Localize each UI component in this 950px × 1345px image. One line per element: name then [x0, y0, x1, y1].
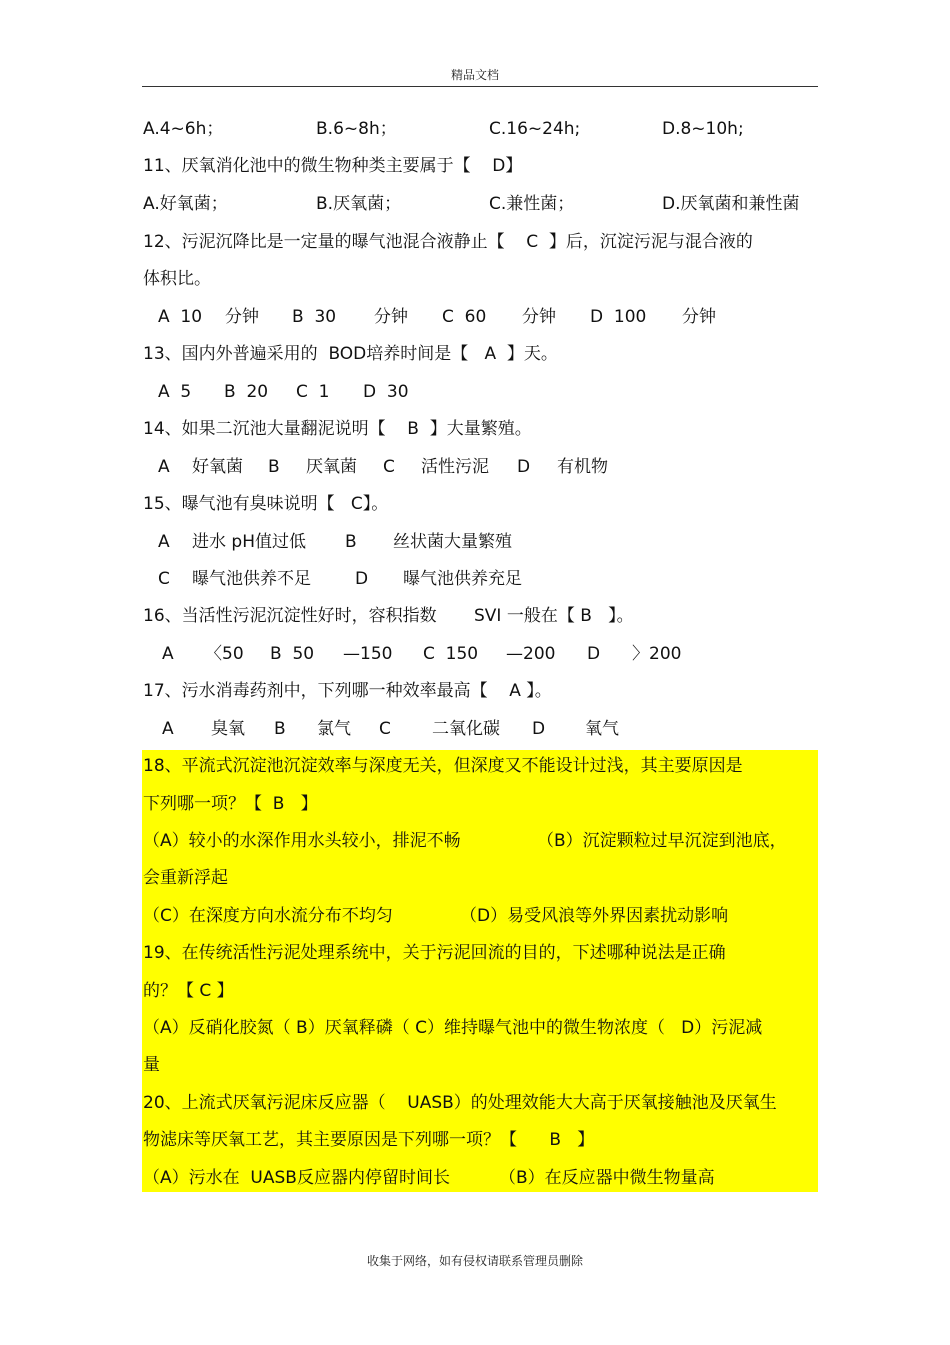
text-segment: B 50 — [270, 644, 315, 664]
text-segment: A — [162, 644, 174, 664]
text-segment: 丝状菌大量繁殖 — [393, 532, 512, 552]
text-segment: A 5 — [158, 382, 192, 402]
text-line — [0, 641, 950, 667]
text-segment: 12、污泥沉降比是一定量的曝气池混合液静止【 C 】后，沉淀污泥与混合液的 — [143, 232, 753, 252]
text-segment: 臭氧 — [211, 719, 245, 739]
text-segment: SVI 一般在【 B 】。 — [474, 606, 634, 626]
text-segment: B — [268, 457, 280, 477]
text-segment: 11、厌氧消化池中的微生物种类主要属于【 D】 — [143, 156, 523, 176]
text-segment: —200 — [506, 644, 556, 664]
text-segment: B.厌氧菌； — [316, 194, 402, 214]
text-segment: —150 — [343, 644, 393, 664]
text-segment: 会重新浮起 — [143, 868, 228, 888]
header-divider — [142, 86, 818, 87]
text-line — [0, 716, 950, 742]
text-line — [0, 1165, 950, 1191]
text-line — [0, 529, 950, 555]
text-segment: B 20 — [224, 382, 269, 402]
text-segment: （D）易受风浪等外界因素扰动影响 — [460, 906, 729, 926]
page-header: 精品文档 — [450, 68, 499, 82]
text-line — [0, 454, 950, 480]
text-line — [0, 828, 950, 854]
text-segment: （B）在反应器中微生物量高 — [499, 1168, 715, 1188]
text-line — [0, 1015, 950, 1041]
text-line — [0, 341, 950, 367]
text-segment: 氯气 — [317, 719, 351, 739]
text-segment: A — [158, 457, 170, 477]
text-segment: 18、平流式沉淀池沉淀效率与深度无关，但深度又不能设计过浅，其主要原因是 — [143, 756, 743, 776]
text-segment: 进水 pH值过低 — [192, 532, 306, 552]
text-segment: C 150 — [423, 644, 479, 664]
text-segment: B 30 — [292, 307, 337, 327]
text-segment: B — [345, 532, 357, 552]
text-segment: D.8~10h; — [662, 119, 744, 139]
text-segment: 曝气池供养不足 — [192, 569, 311, 589]
text-line — [0, 678, 950, 704]
text-segment: （A）反硝化胶氮（ B）厌氧释磷（ C）维持曝气池中的微生物浓度（ D）污泥减 — [143, 1018, 763, 1038]
text-segment: 17、污水消毒药剂中，下列哪一种效率最高【 A 】。 — [143, 681, 552, 701]
text-line — [0, 603, 950, 629]
text-segment: 二氧化碳 — [432, 719, 500, 739]
text-segment: C 60 — [442, 307, 487, 327]
text-segment: D — [587, 644, 601, 664]
text-segment: 有机物 — [557, 457, 608, 477]
text-segment: 体积比。 — [143, 269, 211, 289]
text-segment: 分钟 — [682, 307, 716, 327]
text-segment: 20、上流式厌氧污泥床反应器（ UASB）的处理效能大大高于厌氧接触池及厌氧生 — [143, 1093, 777, 1113]
text-segment: D — [355, 569, 369, 589]
text-segment: 16、当活性污泥沉淀性好时，容积指数 — [143, 606, 437, 626]
text-line — [0, 978, 950, 1004]
text-segment: C 1 — [296, 382, 330, 402]
text-line — [0, 116, 950, 142]
text-segment: B.6~8h； — [316, 119, 397, 139]
text-segment: （A）污水在 UASB反应器内停留时间长 — [143, 1168, 450, 1188]
text-line — [0, 266, 950, 292]
text-segment: 的？【 C 】 — [143, 981, 234, 1001]
page-footer: 收集于网络，如有侵权请联系管理员删除 — [366, 1254, 583, 1268]
text-line — [0, 940, 950, 966]
text-segment: 15、曝气池有臭味说明【 C】。 — [143, 494, 389, 514]
text-segment: 19、在传统活性污泥处理系统中，关于污泥回流的目的，下述哪种说法是正确 — [143, 943, 726, 963]
text-line — [0, 865, 950, 891]
text-line — [0, 903, 950, 929]
text-line — [0, 491, 950, 517]
text-segment: C.兼性菌； — [489, 194, 575, 214]
text-segment: 下列哪一项？【 B 】 — [143, 794, 318, 814]
text-segment: 曝气池供养充足 — [403, 569, 522, 589]
text-segment: （B）沉淀颗粒过早沉淀到池底， — [537, 831, 787, 851]
text-segment: 物滤床等厌氧工艺，其主要原因是下列哪一项？【 B 】 — [143, 1130, 595, 1150]
text-segment: A.4~6h； — [143, 119, 224, 139]
text-segment: C — [379, 719, 391, 739]
text-line — [0, 416, 950, 442]
text-segment: 好氧菌 — [192, 457, 243, 477]
text-segment: D — [532, 719, 546, 739]
text-line — [0, 753, 950, 779]
text-segment: D.厌氧菌和兼性菌 — [662, 194, 800, 214]
text-line — [0, 791, 950, 817]
text-segment: A — [158, 532, 170, 552]
text-segment: 〉200 — [632, 644, 682, 664]
text-segment: D 100 — [590, 307, 647, 327]
text-line — [0, 191, 950, 217]
text-segment: （C）在深度方向水流分布不均匀 — [143, 906, 393, 926]
text-line — [0, 379, 950, 405]
text-line — [0, 1090, 950, 1116]
text-segment: 〈50 — [205, 644, 244, 664]
text-segment: A 10 — [158, 307, 203, 327]
text-segment: C — [383, 457, 395, 477]
text-segment: D 30 — [363, 382, 409, 402]
text-segment: 分钟 — [374, 307, 408, 327]
text-segment: 厌氧菌 — [306, 457, 357, 477]
text-segment: （A）较小的水深作用水头较小，排泥不畅 — [143, 831, 461, 851]
text-line — [0, 153, 950, 179]
text-segment: A — [162, 719, 174, 739]
text-segment: 量 — [143, 1055, 160, 1075]
text-segment: C — [158, 569, 170, 589]
text-line — [0, 1052, 950, 1078]
text-segment: 分钟 — [522, 307, 556, 327]
text-line — [0, 566, 950, 592]
text-segment: 活性污泥 — [421, 457, 489, 477]
text-line — [0, 1127, 950, 1153]
text-line — [0, 229, 950, 255]
text-segment: A.好氧菌； — [143, 194, 228, 214]
text-line — [0, 304, 950, 330]
text-segment: 氧气 — [585, 719, 619, 739]
text-segment: C.16~24h; — [489, 119, 581, 139]
text-segment: D — [517, 457, 531, 477]
text-segment: 14、如果二沉池大量翻泥说明【 B 】大量繁殖。 — [143, 419, 532, 439]
text-segment: 13、国内外普遍采用的 BOD培养时间是【 A 】天。 — [143, 344, 558, 364]
text-segment: B — [274, 719, 286, 739]
text-segment: 分钟 — [225, 307, 259, 327]
